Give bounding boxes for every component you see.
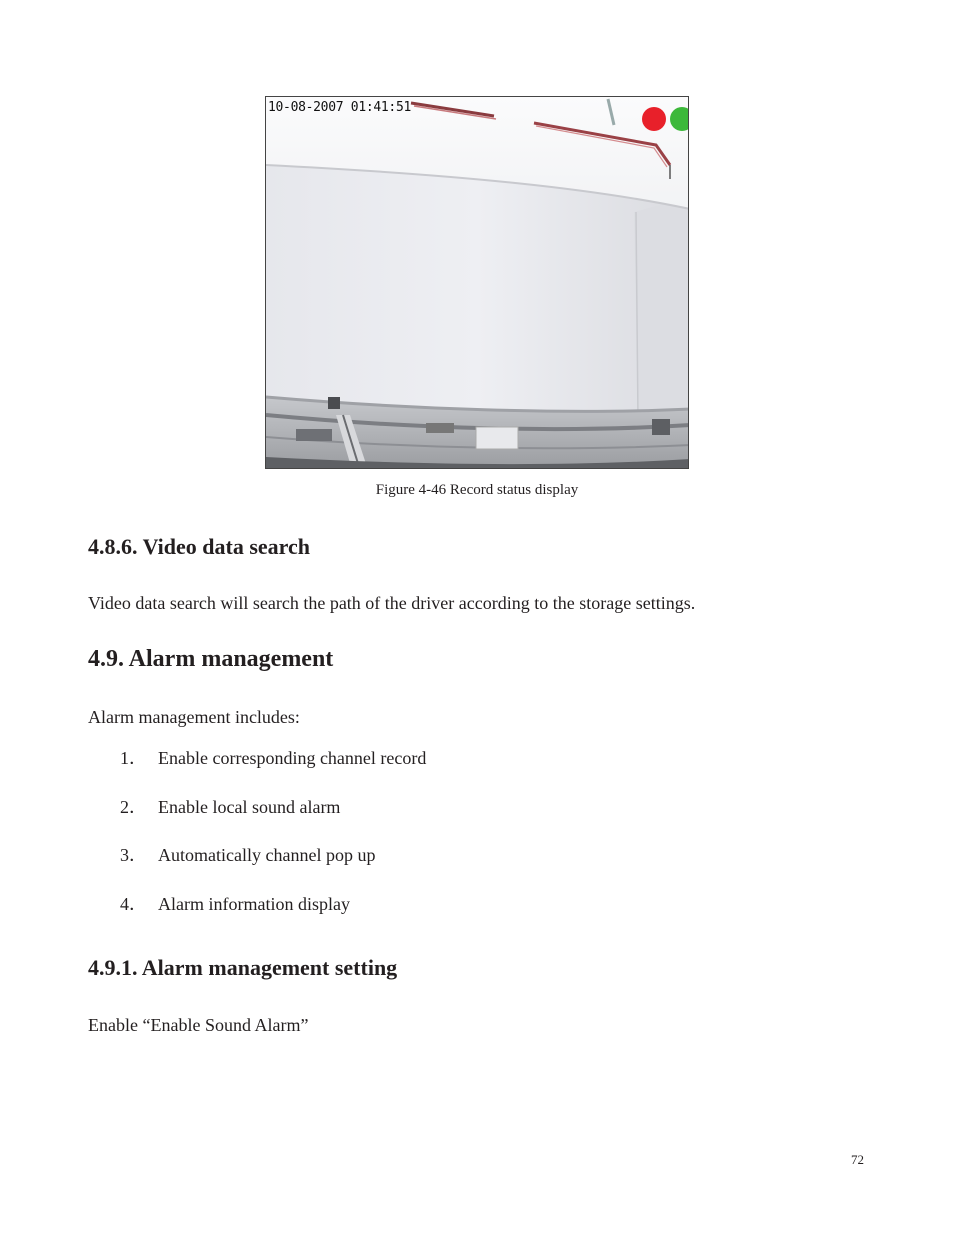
list-item xyxy=(120,841,375,867)
record-indicator-icon xyxy=(642,107,666,131)
section-heading-video-data-search: 4.8.6. Video data search xyxy=(88,534,311,559)
camera-scene-image xyxy=(266,97,689,469)
list-item xyxy=(120,890,350,916)
list-item-number: 4． xyxy=(120,894,147,914)
alarm-management-intro: Alarm management includes: xyxy=(88,707,300,727)
list-item-number: 2． xyxy=(120,797,147,817)
list-item-text: Enable corresponding channel record xyxy=(158,748,427,768)
page-number: 72 xyxy=(851,1152,864,1167)
list-item xyxy=(120,744,426,770)
camera-snapshot xyxy=(265,96,689,469)
video-data-search-paragraph: Video data search will search the path of the driver according to the storage settings. xyxy=(88,593,696,613)
alarm-management-setting-paragraph: Enable “Enable Sound Alarm” xyxy=(88,1015,309,1035)
camera-timestamp: 10-08-2007 01:41:51 xyxy=(268,100,412,115)
list-item xyxy=(120,793,340,819)
section-heading-alarm-management-setting: 4.9.1. Alarm management setting xyxy=(88,955,398,980)
section-heading-alarm-management: 4.9. Alarm management xyxy=(88,646,334,672)
list-item-number: 1． xyxy=(120,748,147,768)
list-item-number: 3． xyxy=(120,845,147,865)
list-item-text: Enable local sound alarm xyxy=(158,797,341,817)
list-item-text: Automatically channel pop up xyxy=(158,845,376,865)
list-item-text: Alarm information display xyxy=(158,894,350,914)
figure-caption: Figure 4-46 Record status display xyxy=(375,482,579,498)
